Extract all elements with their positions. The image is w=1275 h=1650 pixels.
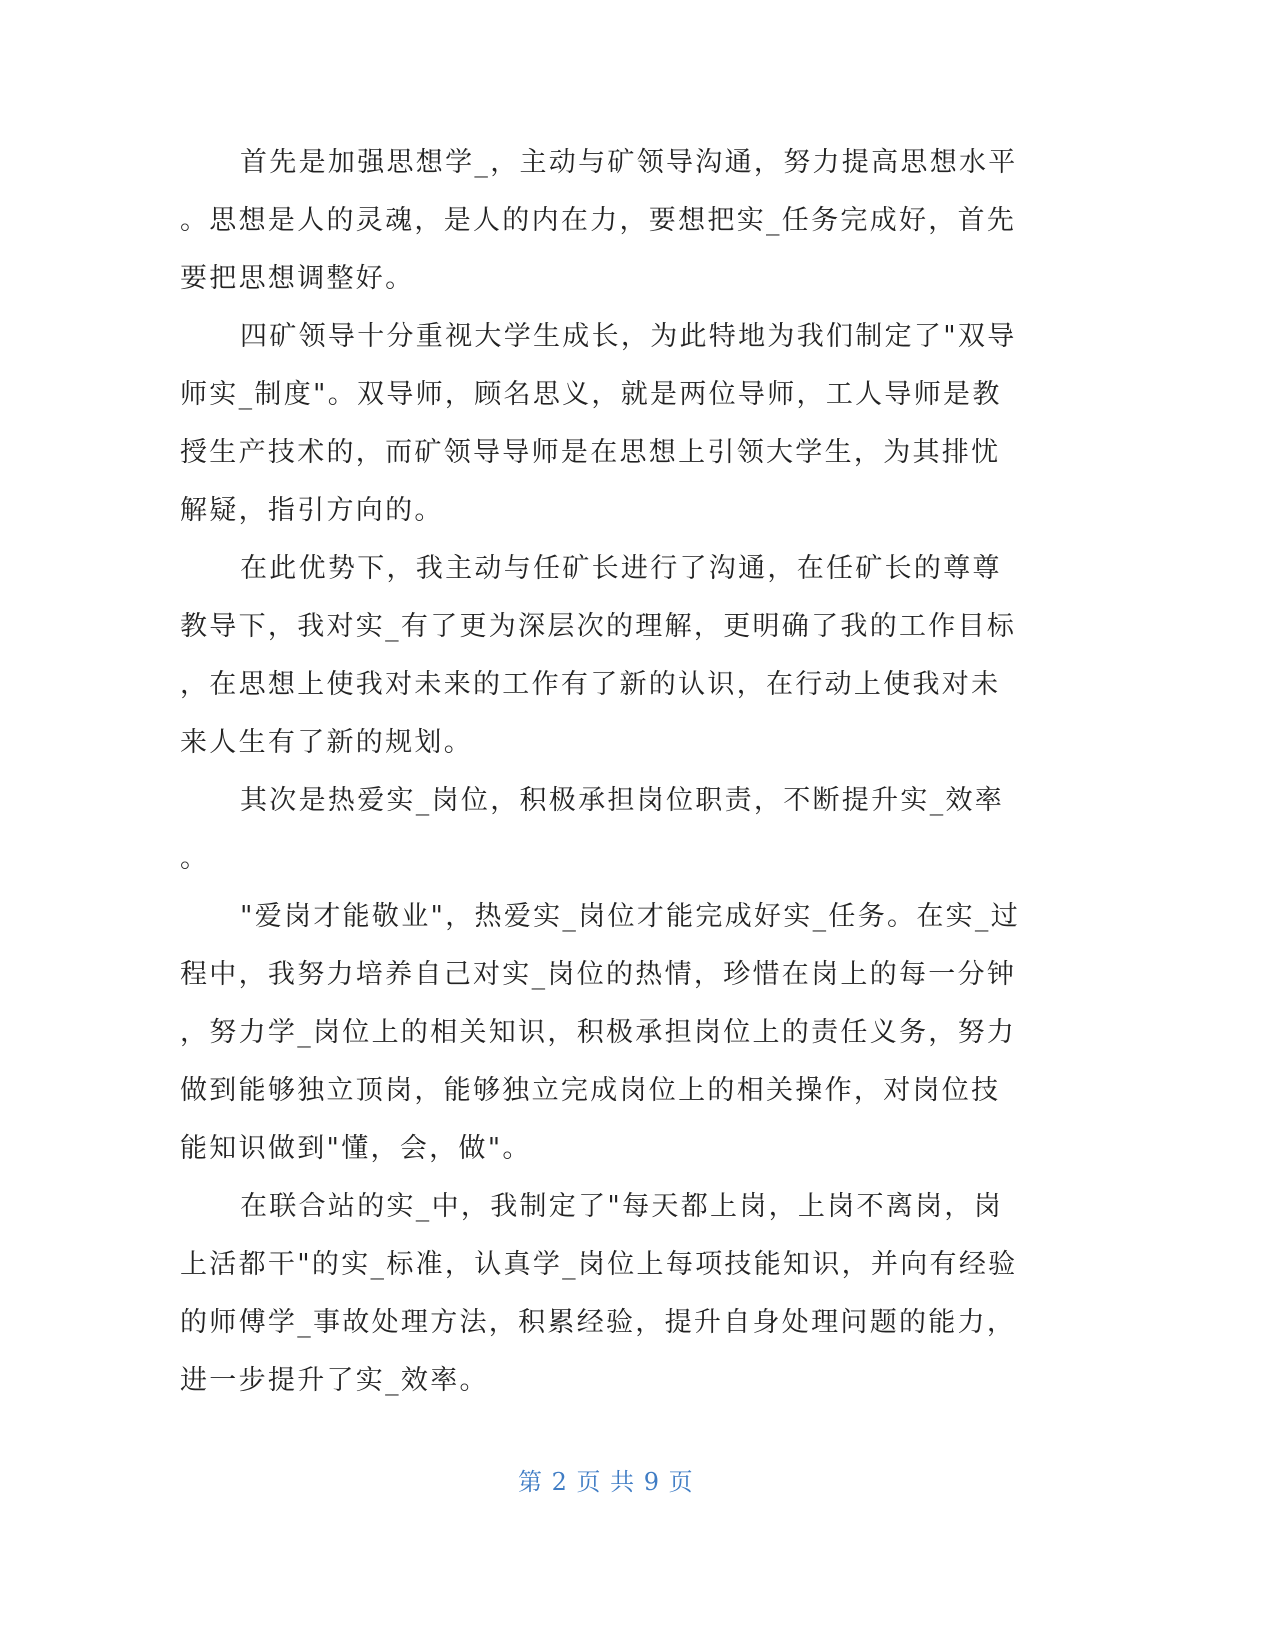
paragraph bbox=[180, 134, 1040, 308]
paragraph-line: "爱岗才能敬业"，热爱实_岗位才能完成好实_任务。在实_过 bbox=[240, 901, 1021, 932]
paragraph-line: 在此优势下，我主动与任矿长进行了沟通，在任矿长的尊尊 bbox=[240, 553, 1002, 584]
paragraph-line: 能知识做到"懂，会，做"。 bbox=[180, 1133, 532, 1164]
paragraph-line: 做到能够独立顶岗，能够独立完成岗位上的相关操作，对岗位技 bbox=[180, 1075, 1001, 1106]
paragraph-line: 首先是加强思想学_，主动与矿领导沟通，努力提高思想水平 bbox=[240, 147, 1018, 178]
paragraph-line: 程中，我努力培养自己对实_岗位的热情，珍惜在岗上的每一分钟 bbox=[180, 959, 1017, 990]
paragraph-line: 教导下，我对实_有了更为深层次的理解，更明确了我的工作目标 bbox=[180, 611, 1017, 642]
paragraph-line: 在联合站的实_中，我制定了"每天都上岗，上岗不离岗，岗 bbox=[240, 1191, 1004, 1222]
paragraph bbox=[180, 1178, 1040, 1410]
paragraph-line: 的师傅学_事故处理方法，积累经验，提升自身处理问题的能力， bbox=[180, 1307, 1017, 1338]
paragraph-line: 其次是热爱实_岗位，积极承担岗位职责，不断提升实_效率 bbox=[240, 785, 1005, 816]
paragraph-line: ，努力学_岗位上的相关知识，积极承担岗位上的责任义务，努力 bbox=[180, 1017, 1017, 1048]
paragraph-line: 授生产技术的，而矿领导导师是在思想上引领大学生，为其排忧 bbox=[180, 437, 1001, 468]
document-body bbox=[180, 134, 1040, 1410]
paragraph-line: 来人生有了新的规划。 bbox=[180, 727, 473, 758]
paragraph-line: 。思想是人的灵魂，是人的内在力，要想把实_任务完成好，首先 bbox=[180, 205, 1017, 236]
paragraph-line: 上活都干"的实_标准，认真学_岗位上每项技能知识，并向有经验 bbox=[180, 1249, 1018, 1280]
paragraph-line: 解疑，指引方向的。 bbox=[180, 495, 444, 526]
paragraph-line: ，在思想上使我对未来的工作有了新的认识，在行动上使我对未 bbox=[180, 669, 1001, 700]
paragraph-line: 。 bbox=[180, 843, 210, 874]
paragraph bbox=[180, 308, 1040, 540]
paragraph bbox=[180, 888, 1040, 1178]
paragraph-line: 要把思想调整好。 bbox=[180, 263, 415, 294]
paragraph-line: 四矿领导十分重视大学生成长，为此特地为我们制定了"双导 bbox=[240, 321, 1017, 352]
page-number-footer: 第 2 页 共 9 页 bbox=[518, 1468, 694, 1496]
paragraph-line: 进一步提升了实_效率。 bbox=[180, 1365, 489, 1396]
paragraph bbox=[180, 540, 1040, 772]
paragraph bbox=[180, 772, 1040, 888]
paragraph-line: 师实_制度"。双导师，顾名思义，就是两位导师，工人导师是教 bbox=[180, 379, 1002, 410]
